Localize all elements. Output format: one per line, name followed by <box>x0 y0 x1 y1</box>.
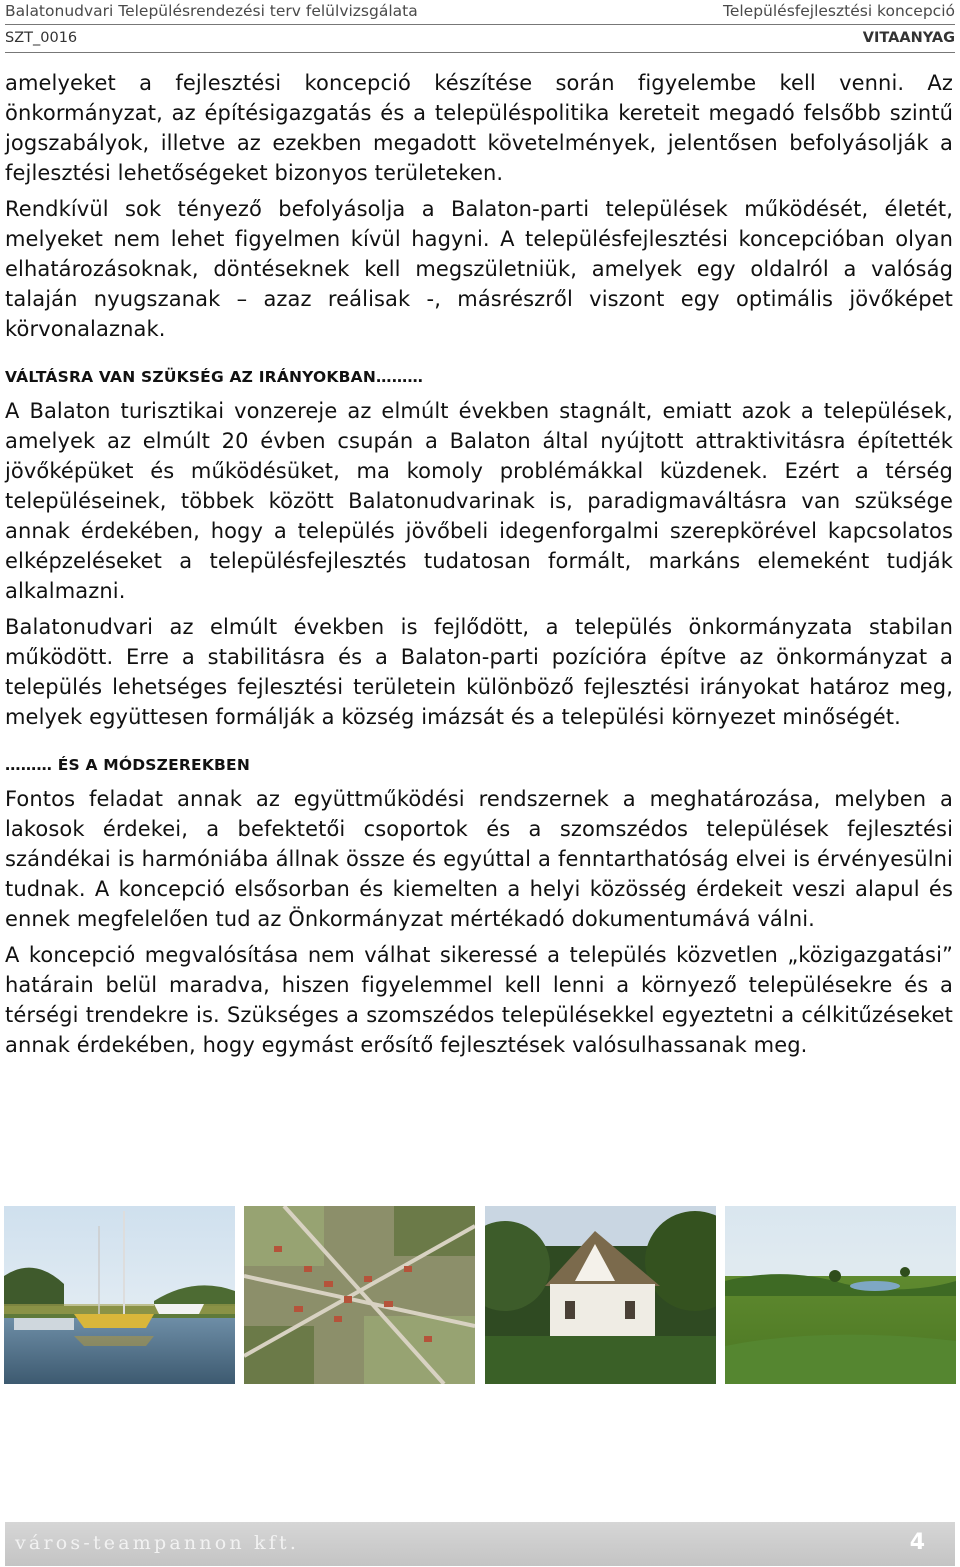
paragraph: A Balaton turisztikai vonzereje az elmúlt években stagnált, emiatt azok a települések, amelyek az elmúlt 20 évben csupán a Balaton által nyújtott attraktivitásra építették jövőképüket és működésüket, ma komoly problémákkal küzdenek. Ezért a térség településeinek, többek között Balatonudvarinak is, paradigmaváltásra van szüksége annak érdekében, hogy a település jövőbeli idegenforgalmi szerepkörével kapcsolatos elképzeléseket a településfejlesztés tudatosan formált, markáns elemeként tudják alkalmazni. <box>5 399 953 603</box>
running-header <box>5 0 955 22</box>
photo-strip <box>4 1206 956 1384</box>
paragraph: Fontos feladat annak az együttműködési rendszernek a meghatározása, melyben a lakosok érdekei, a befektetői csoportok és a szomszédos települések fejlesztési szándékai is harmóniába állnak össze és egyúttal a fenntarthatóság elvei is érvényesülni tudnak. A koncepció elsősorban és kiemelten a helyi közösség érdekeit veszi alapul és ennek megfelelően tud az Önkormányzat mértékadó dokumentumává válni. <box>5 787 953 931</box>
page-number: 4 <box>909 1530 925 1555</box>
section-heading: VÁLTÁSRA VAN SZÜKSÉG AZ IRÁNYOKBAN……… <box>5 368 424 386</box>
aerial-village-photo <box>244 1206 475 1384</box>
running-subheader <box>5 27 955 49</box>
section-heading: ……… ÉS A MÓDSZEREKBEN <box>5 756 251 774</box>
header-doc-status: VITAANYAG <box>862 30 955 46</box>
company-name: város-teampannon kft. <box>15 1532 300 1554</box>
page-footer <box>5 1522 955 1566</box>
header-doc-code: SZT_0016 <box>5 30 78 46</box>
paragraph: Rendkívül sok tényező befolyásolja a Balaton-parti települések működését, életét, melyeket nem lehet figyelmen kívül hagyni. A településfejlesztési koncepcióban olyan elhatározásoknak, döntéseknek kell megszületniük, amelyek egy oldalról a valóság talaján nyugszanak – azaz reálisak -, másrészről viszont egy optimális jövőképet körvonalaznak. <box>5 197 953 341</box>
header-divider <box>5 24 955 25</box>
header-document-title: Településfejlesztési koncepció <box>722 2 955 20</box>
paragraph: A koncepció megvalósítása nem válhat sikeressé a település közvetlen „közigazgatási” határain belül maradva, hiszen figyelemmel kell lenni a környező településekre és a térségi trendekre is. Szükséges a szomszédos településekkel egyeztetni a célkitűzéseket annak érdekében, hogy egymást erősítő fejlesztések valósulhassanak meg. <box>5 943 953 1057</box>
thatched-house-photo <box>485 1206 716 1384</box>
header-project-title: Balatonudvari Településrendezési terv felülvizsgálata <box>5 2 418 20</box>
subheader-divider <box>5 52 955 53</box>
page-body <box>5 68 953 1066</box>
sailboats-photo <box>4 1206 235 1384</box>
paragraph: amelyeket a fejlesztési koncepció készítése során figyelembe kell venni. Az önkormányzat, az építésigazgatás és a településpolitika kereteit megadó felsőbb szintű jogszabályok, illetve az ezekben megadott követelmények, jelentősen befolyásolják a fejlesztési lehetőségeket bizonyos területeken. <box>5 71 953 185</box>
paragraph: Balatonudvari az elmúlt években is fejlődött, a település önkormányzata stabilan működött. Erre a stabilitásra és a Balaton-parti pozícióra építve az önkormányzat a település lehetséges fejlesztési területein különböző fejlesztési irányokat határoz meg, melyek együttesen formálják a község imázsát és a települési környezet minőségét. <box>5 615 953 729</box>
golf-course-photo <box>725 1206 956 1384</box>
